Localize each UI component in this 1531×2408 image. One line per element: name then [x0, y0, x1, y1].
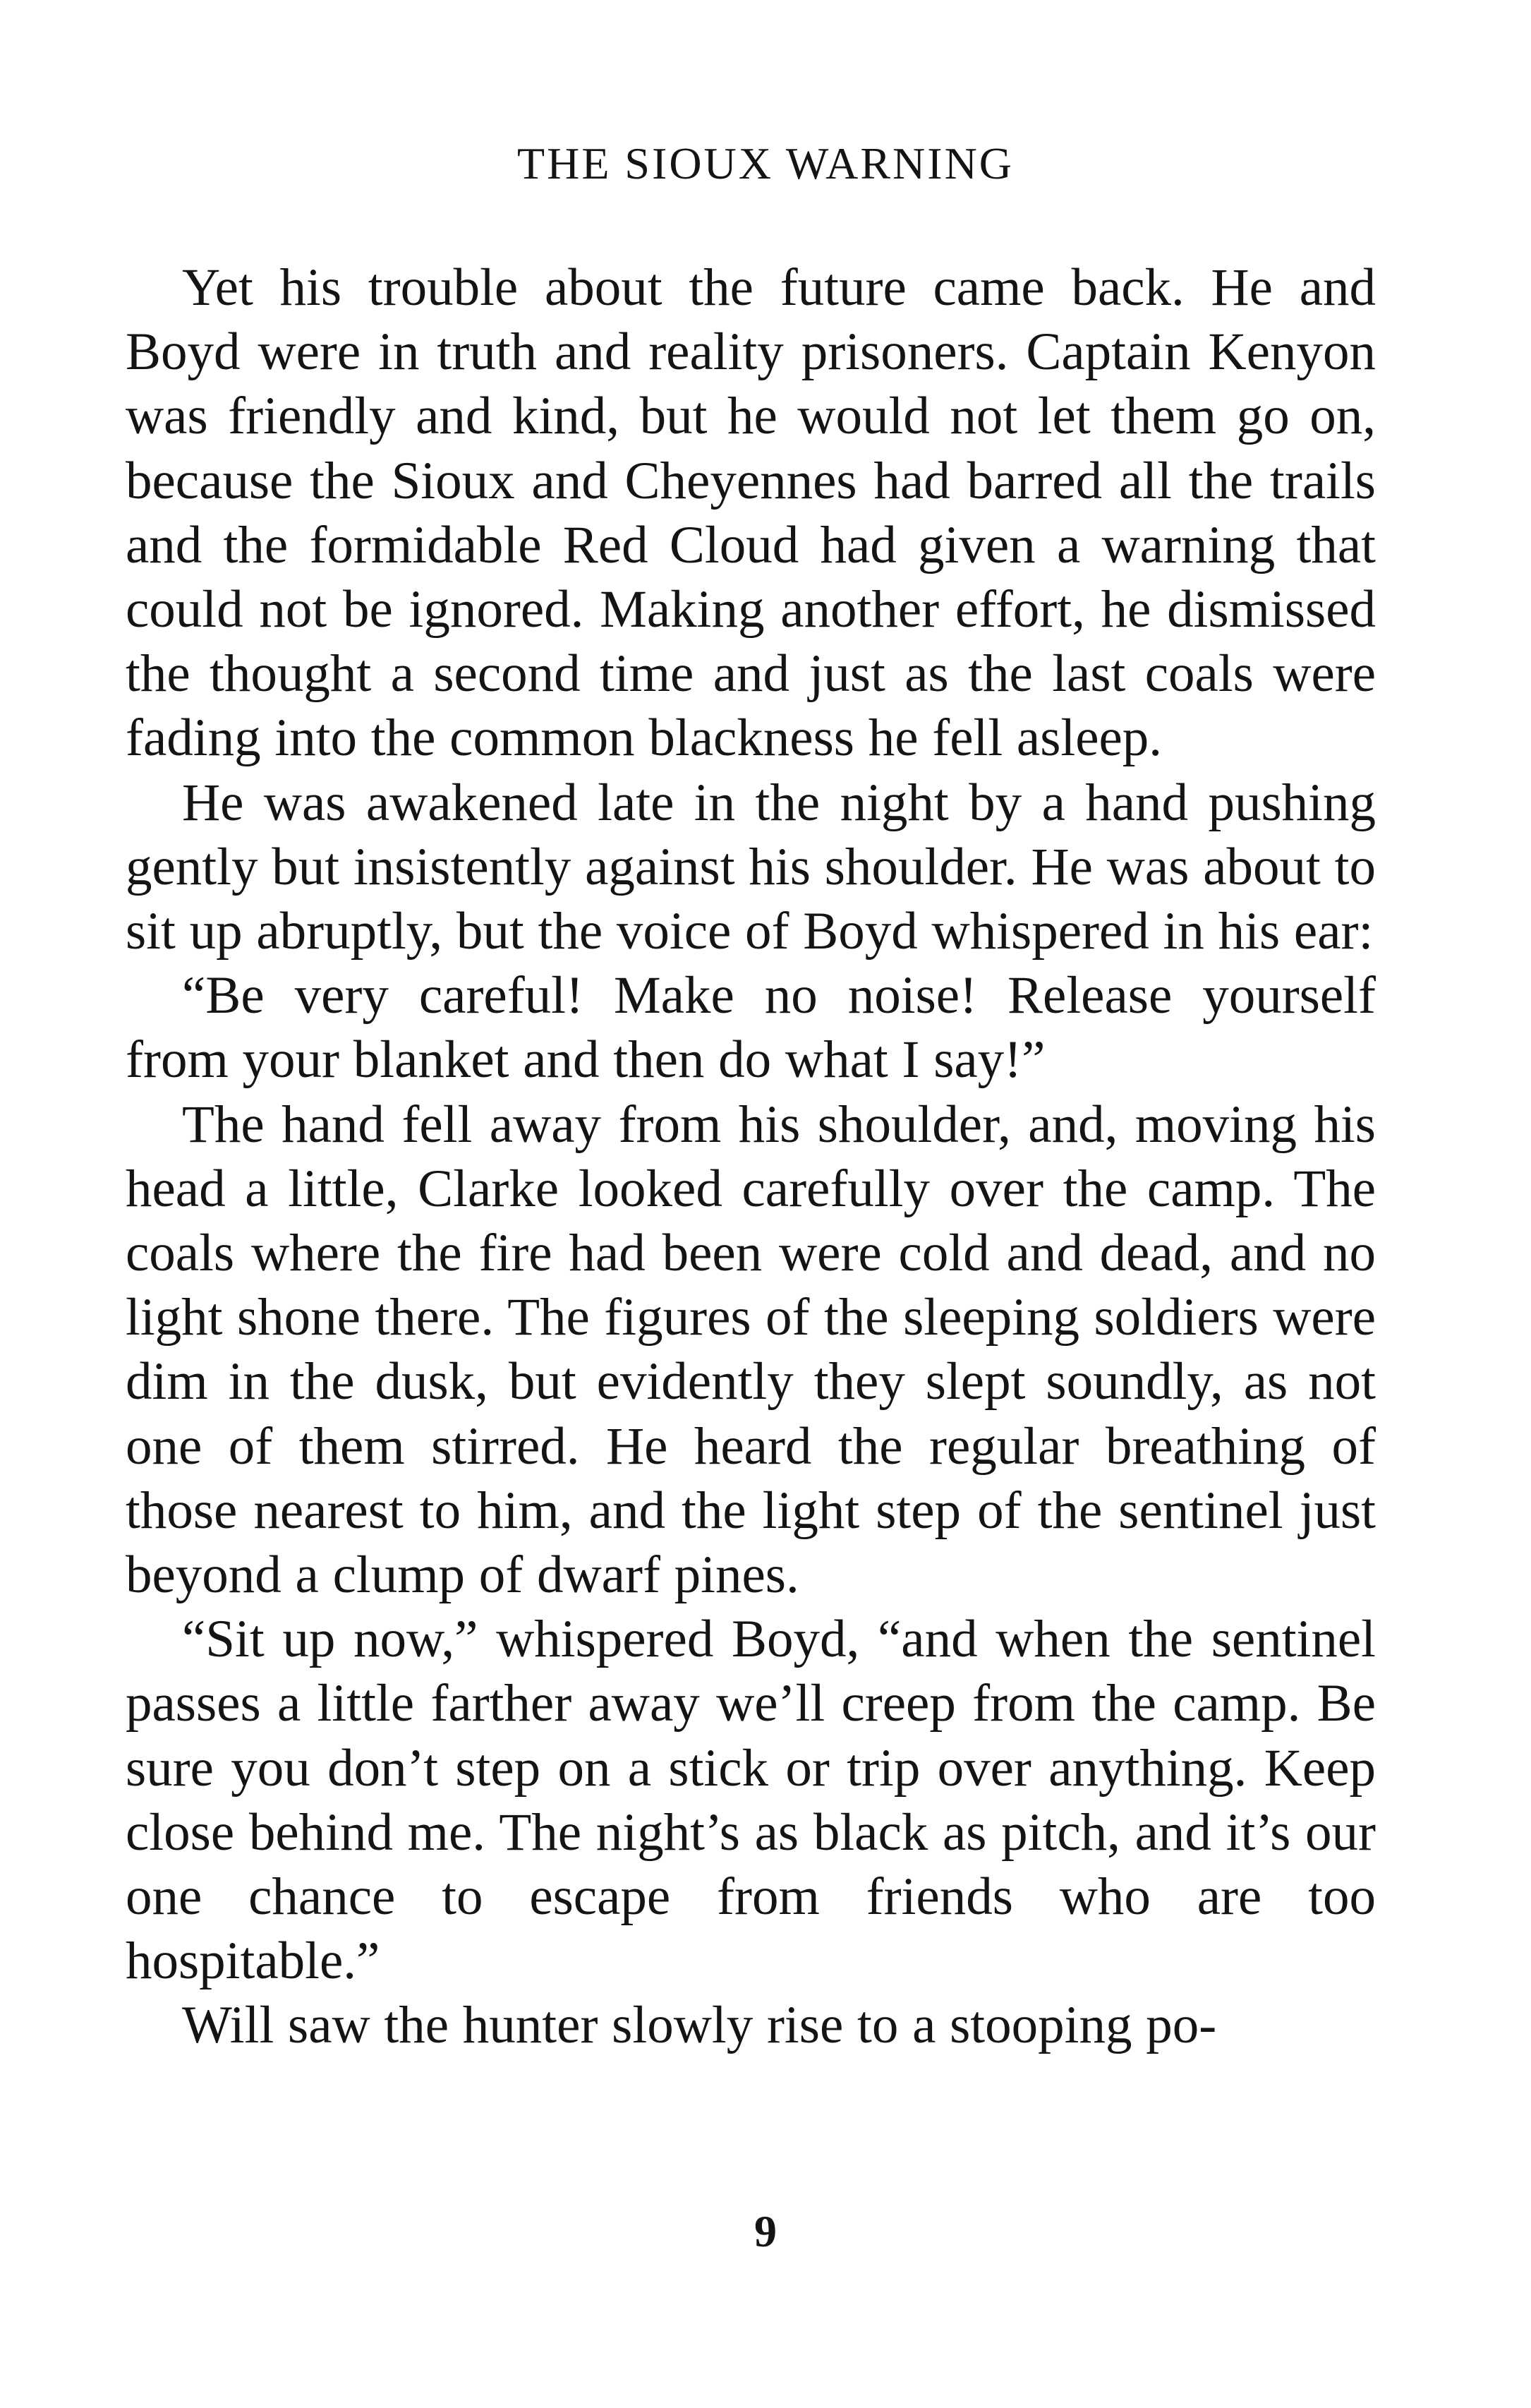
body-text — [126, 255, 1376, 2058]
paragraph-2: He was awakened late in the night by a hand pushing gently but insistently against his shoulder. He was about to sit up abruptly, but the voice of Boyd whispered in his ear: — [126, 773, 1376, 961]
page-number: 9 — [754, 2206, 777, 2256]
paragraph-5: “Sit up now,” whispered Boyd, “and when the sentinel passes a little farther away we’ll creep from the camp. Be sure you don’t step on a stick or trip over anything. Keep close behind me. The night’s as black as pitch, and it’s our one chance to escape from friends who are too hospitable.” — [126, 1610, 1376, 1991]
running-head: THE SIOUX WARNING — [517, 138, 1014, 188]
paragraph-3: “Be very careful! Make no noise! Release yourself from your blanket and then do what I say!” — [126, 966, 1376, 1090]
paragraph-6: Will saw the hunter slowly rise to a stooping po- — [182, 1996, 1217, 2055]
paragraph-4: The hand fell away from his shoulder, and, moving his head a little, Clarke looked carefully over the camp. The coals where the fire had been were cold and dead, and no light shone there. The figures of the sleeping soldiers were dim in the dusk, but evidently they slept soundly, as not one of them stirred. He heard the regular breathing of those nearest to him, and the light step of the sentinel just beyond a clump of dwarf pines. — [126, 1095, 1376, 1605]
paragraph-1: Yet his trouble about the future came back. He and Boyd were in truth and reality prisoners. Captain Kenyon was friendly and kind, but he would not let them go on, because the Sioux and Cheyennes had barred all the trails and the formidable Red Cloud had given a warning that could not be ignored. Making another effort, he dismissed the thought a second time and just as the last coals were fading into the common blackness he fell asleep. — [126, 258, 1376, 768]
